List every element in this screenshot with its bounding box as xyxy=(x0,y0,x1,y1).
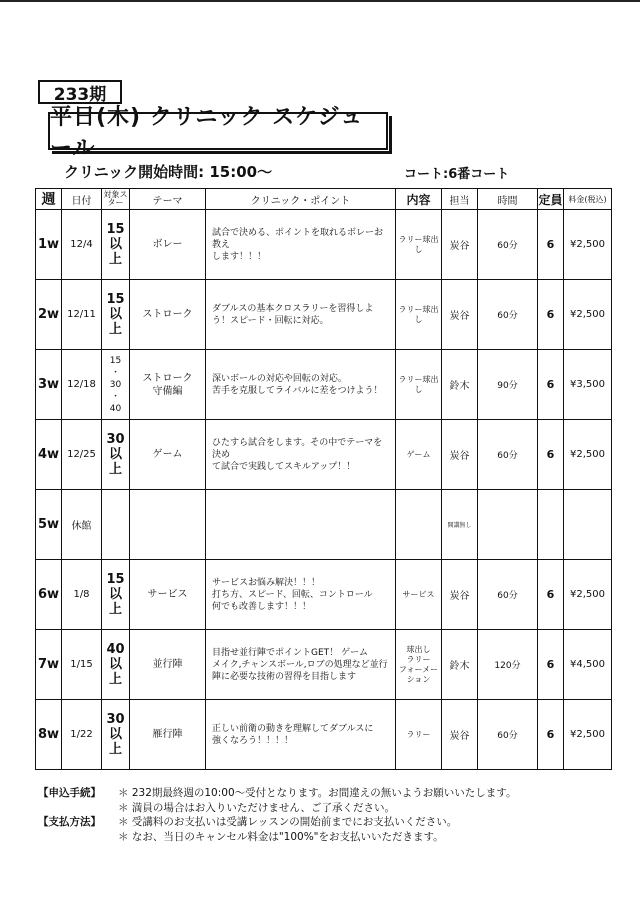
fee-cell xyxy=(564,490,612,560)
coach-cell: 鈴木 xyxy=(442,350,478,420)
week-cell: 1w xyxy=(36,210,62,280)
target-cell xyxy=(102,630,130,700)
pay-line-1: ＊ 受講料のお支払いは受講レッスンの開始前までにお支払いください。 xyxy=(118,816,458,828)
target-cell-line: 以 xyxy=(108,237,122,252)
week-cell: 7w xyxy=(36,630,62,700)
duration-cell: 60分 xyxy=(478,420,538,490)
date-cell: 12/18 xyxy=(62,350,102,420)
target-cell-line: 以 xyxy=(108,447,122,462)
header-week: 週 xyxy=(36,189,62,210)
content-cell-line: ラリー球出し xyxy=(398,304,439,324)
target-cell-line: 30 xyxy=(106,432,125,447)
target-cell-line: 15 xyxy=(106,292,125,307)
point-cell xyxy=(206,700,396,770)
apply-line-1: ＊ 232期最終週の10:00～受付となります。お間違えの無いようお願いいたします。 xyxy=(118,787,517,799)
point-cell xyxy=(206,560,396,630)
content-cell-line: ラリー球出し xyxy=(398,234,439,254)
target-cell xyxy=(102,700,130,770)
point-cell-line: 苦手を克服してライバルに差をつけよう！ xyxy=(212,385,383,396)
fee-cell: ¥4,500 xyxy=(564,630,612,700)
target-cell xyxy=(102,560,130,630)
date-cell: 1/22 xyxy=(62,700,102,770)
content-cell xyxy=(396,560,442,630)
coach-cell: 炭谷 xyxy=(442,420,478,490)
target-cell-line: 30 xyxy=(109,379,122,390)
duration-cell xyxy=(478,490,538,560)
week-cell: 4w xyxy=(36,420,62,490)
week-cell: 6w xyxy=(36,560,62,630)
duration-cell: 60分 xyxy=(478,280,538,350)
week-cell: 8w xyxy=(36,700,62,770)
target-cell-line: 15 xyxy=(106,572,125,587)
date-cell: 12/25 xyxy=(62,420,102,490)
schedule-table xyxy=(35,188,612,770)
theme-cell-line: 守備編 xyxy=(152,385,183,397)
duration-cell: 60分 xyxy=(478,560,538,630)
point-cell-line: ひたすら試合をします。その中でテーマを決め xyxy=(212,437,383,460)
content-cell xyxy=(396,350,442,420)
content-cell xyxy=(396,420,442,490)
capacity-cell: 6 xyxy=(538,210,564,280)
content-cell-line: サービス xyxy=(402,589,435,599)
target-cell xyxy=(102,350,130,420)
theme-cell xyxy=(130,350,206,420)
theme-cell xyxy=(130,420,206,490)
content-cell-line: 球出し xyxy=(406,644,431,654)
content-cell-line: フォーメー xyxy=(398,664,439,674)
header-duration: 時間 xyxy=(478,189,538,210)
target-cell-line: 15 xyxy=(106,222,125,237)
theme-cell-line: 雁行陣 xyxy=(152,729,183,740)
target-cell-line: 上 xyxy=(108,252,122,267)
point-cell xyxy=(206,280,396,350)
target-cell-line: 上 xyxy=(108,322,122,337)
pay-note-row xyxy=(38,815,516,830)
table-row xyxy=(36,420,612,490)
schedule-body xyxy=(36,210,612,770)
target-cell-line: 上 xyxy=(108,462,122,477)
point-cell-line: メイク,チャンスボール,ロブの処理など並行 xyxy=(212,659,388,670)
point-cell-line: 深いボールの対応や回転の対応。 xyxy=(212,373,347,384)
table-header-row xyxy=(36,189,612,210)
duration-cell: 60分 xyxy=(478,210,538,280)
target-cell-line: 15 xyxy=(109,355,122,366)
target-cell xyxy=(102,420,130,490)
point-cell xyxy=(206,350,396,420)
capacity-cell: 6 xyxy=(538,700,564,770)
table-row xyxy=(36,560,612,630)
target-cell-line: 上 xyxy=(108,602,122,617)
content-cell-line: ラリー xyxy=(406,654,431,664)
header-coach: 担当 xyxy=(442,189,478,210)
target-cell-line: 以 xyxy=(108,727,122,742)
point-cell-line: 何でも改善します！！！ xyxy=(212,601,312,612)
pay-label: 【支払方法】 xyxy=(38,816,101,828)
clinic-start-time: クリニック開始時間: 15:00～ xyxy=(64,163,273,181)
pay-note-row-2 xyxy=(38,830,516,845)
pay-line-2: ＊ なお、当日のキャンセル料金は"100%"をお支払いいただきます。 xyxy=(118,830,444,843)
notes-section xyxy=(38,786,516,844)
table-row xyxy=(36,210,612,280)
point-cell xyxy=(206,490,396,560)
table-row xyxy=(36,350,612,420)
coach-cell: 炭谷 xyxy=(442,700,478,770)
date-cell: 1/8 xyxy=(62,560,102,630)
point-cell-line: 試合で決める、ポイントを取れるボレーお教え xyxy=(212,227,384,250)
point-cell xyxy=(206,630,396,700)
target-cell-line: 以 xyxy=(108,307,122,322)
date-cell: 休館 xyxy=(62,490,102,560)
page-title: 平日(木) クリニック スケジュール xyxy=(48,112,388,150)
content-cell xyxy=(396,700,442,770)
header-content: 内容 xyxy=(396,189,442,210)
content-cell xyxy=(396,630,442,700)
content-cell xyxy=(396,210,442,280)
duration-cell: 120分 xyxy=(478,630,538,700)
theme-cell xyxy=(130,560,206,630)
apply-line-2: ＊ 満員の場合はお入りいただけません、ご了承ください。 xyxy=(118,801,395,814)
target-cell-line: 以 xyxy=(108,657,122,672)
point-cell-line: します！！！ xyxy=(212,251,267,262)
theme-cell-line: ボレー xyxy=(152,239,183,250)
fee-cell: ¥2,500 xyxy=(564,420,612,490)
target-cell xyxy=(102,210,130,280)
point-cell xyxy=(206,210,396,280)
duration-cell: 90分 xyxy=(478,350,538,420)
target-cell-line: 40 xyxy=(106,642,125,657)
date-cell: 1/15 xyxy=(62,630,102,700)
week-cell: 5w xyxy=(36,490,62,560)
target-cell xyxy=(102,490,130,560)
coach-cell: 炭谷 xyxy=(442,560,478,630)
content-cell xyxy=(396,490,442,560)
header-point: クリニック・ポイント xyxy=(206,189,396,210)
apply-label-spacer xyxy=(38,801,118,816)
target-cell-line: ・ xyxy=(110,367,120,378)
header-capacity: 定員 xyxy=(538,189,564,210)
header-date: 日付 xyxy=(62,189,102,210)
top-rule xyxy=(0,0,640,2)
header-fee: 料金(税込) xyxy=(564,189,612,210)
point-cell-line: 正しい前衛の動きを理解してダブルスに xyxy=(212,723,374,734)
date-cell: 12/11 xyxy=(62,280,102,350)
week-cell: 2w xyxy=(36,280,62,350)
header-target: 対象スター xyxy=(102,189,130,210)
pay-label-spacer xyxy=(38,830,118,845)
point-cell-line: 目指せ並行陣でポイントGET！ ゲーム xyxy=(212,647,369,658)
point-cell-line: 陣に必要な技術の習得を目指します xyxy=(212,671,357,682)
coach-cell: 鈴木 xyxy=(442,630,478,700)
target-cell-line: 上 xyxy=(108,742,122,757)
coach-cell: 炭谷 xyxy=(442,280,478,350)
capacity-cell: 6 xyxy=(538,280,564,350)
point-cell-line: 強くなろう！！！！ xyxy=(212,735,294,746)
point-cell xyxy=(206,420,396,490)
content-cell-line: ラリー球出し xyxy=(398,374,439,394)
content-cell-line: ゲーム xyxy=(406,449,431,459)
week-cell: 3w xyxy=(36,350,62,420)
content-cell-line: ラリー xyxy=(406,729,431,739)
target-cell-line: 以 xyxy=(108,587,122,602)
point-cell-line: 打ち方、スピード、回転、コントロール xyxy=(212,589,373,600)
fee-cell: ¥2,500 xyxy=(564,700,612,770)
target-cell-line: 上 xyxy=(108,672,122,687)
capacity-cell: 6 xyxy=(538,560,564,630)
theme-cell xyxy=(130,490,206,560)
theme-cell-line: ストローク xyxy=(142,309,193,320)
theme-cell-line: ストローク xyxy=(142,372,193,384)
capacity-cell: 6 xyxy=(538,630,564,700)
point-cell-line: サービスお悩み解決！！！ xyxy=(212,577,321,588)
fee-cell: ¥2,500 xyxy=(564,560,612,630)
header-theme: テーマ xyxy=(130,189,206,210)
duration-cell: 60分 xyxy=(478,700,538,770)
capacity-cell xyxy=(538,490,564,560)
point-cell-line: て試合で実践してスキルアップ！！ xyxy=(212,461,356,472)
table-row xyxy=(36,280,612,350)
target-cell xyxy=(102,280,130,350)
fee-cell: ¥3,500 xyxy=(564,350,612,420)
point-cell-line: う！スピード・回転に対応。 xyxy=(212,315,329,326)
theme-cell xyxy=(130,280,206,350)
capacity-cell: 6 xyxy=(538,350,564,420)
date-cell: 12/4 xyxy=(62,210,102,280)
target-cell-line: ・ xyxy=(110,391,120,402)
fee-cell: ¥2,500 xyxy=(564,210,612,280)
fee-cell: ¥2,500 xyxy=(564,280,612,350)
content-cell-line: ション xyxy=(406,674,431,684)
target-cell-line: 40 xyxy=(109,403,122,414)
theme-cell xyxy=(130,210,206,280)
coach-cell: 開講無し xyxy=(442,490,478,560)
coach-cell: 炭谷 xyxy=(442,210,478,280)
table-row xyxy=(36,700,612,770)
apply-label: 【申込手続】 xyxy=(38,787,101,799)
theme-cell-line: 並行陣 xyxy=(152,659,183,670)
theme-cell xyxy=(130,630,206,700)
content-cell xyxy=(396,280,442,350)
theme-cell-line: ゲーム xyxy=(152,449,183,460)
theme-cell xyxy=(130,700,206,770)
apply-note-row xyxy=(38,786,516,801)
table-row xyxy=(36,630,612,700)
target-cell-line: 30 xyxy=(106,712,125,727)
capacity-cell: 6 xyxy=(538,420,564,490)
apply-note-row-2 xyxy=(38,801,516,816)
table-row xyxy=(36,490,612,560)
term-label: 233期 xyxy=(38,80,122,104)
point-cell-line: ダブルスの基本クロスラリーを習得しよ xyxy=(212,303,374,314)
theme-cell-line: サービス xyxy=(147,589,188,600)
court-info: コート:6番コート xyxy=(404,167,510,182)
